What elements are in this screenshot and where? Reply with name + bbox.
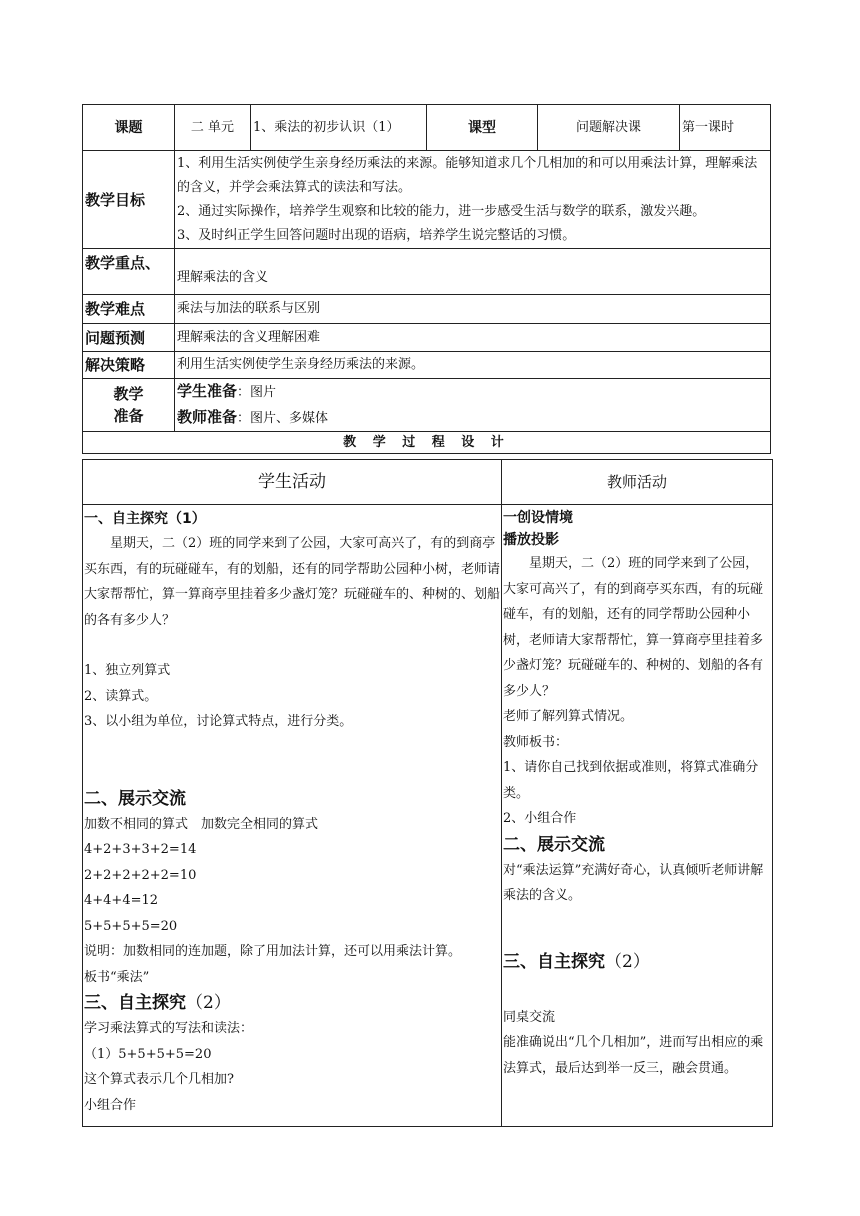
teacher-pair: 同桌交流 bbox=[503, 1009, 556, 1025]
teacher-section2-title: 二、展示交流 bbox=[503, 834, 605, 855]
teacher-section1-title: 一创设情境 bbox=[503, 510, 573, 526]
student-step: 1、独立列算式 bbox=[84, 663, 171, 678]
type-value: 问题解决课 bbox=[538, 105, 680, 151]
student-prep-label: 学生准备 bbox=[177, 382, 238, 400]
teacher-prep-value: ：图片、多媒体 bbox=[237, 411, 329, 426]
preparation-content bbox=[175, 379, 771, 432]
teacher-activity-title: 教师活动 bbox=[502, 460, 773, 505]
equation: 2+2+2+2+2=10 bbox=[84, 867, 197, 883]
objectives-content bbox=[175, 151, 771, 249]
student-section3-example: （1）5+5+5+5=20 bbox=[84, 1046, 212, 1062]
student-activity-title: 学生活动 bbox=[83, 460, 502, 505]
student-section1-title: 一、自主探究（1） bbox=[84, 511, 206, 527]
equation: 5+5+5+5=20 bbox=[84, 918, 178, 934]
student-section3-title-suffix: （2） bbox=[186, 993, 231, 1013]
process-title: 教 学 过 程 设 计 bbox=[83, 432, 771, 454]
student-section2-board: 板书“乘法” bbox=[84, 969, 150, 985]
prediction-value: 理解乘法的含义理解困难 bbox=[175, 324, 771, 352]
teacher-section1-sub: 播放投影 bbox=[503, 532, 559, 548]
student-section3-title bbox=[84, 990, 500, 1016]
objective-item: 1、利用生活实例使学生亲身经历乘法的来源。能够知道求几个几相加的和可以用乘法计算，理解乘法的含义，并学会乘法算式的读法和写法。 bbox=[177, 155, 758, 195]
student-step: 2、读算式。 bbox=[84, 688, 158, 704]
teacher-section3-title-suffix: （2） bbox=[605, 951, 650, 972]
key-point-value: 理解乘法的含义 bbox=[175, 249, 771, 295]
objective-item: 3、及时纠正学生回答问题时出现的语病，培养学生说完整话的习惯。 bbox=[177, 227, 576, 243]
teacher-preparation bbox=[177, 405, 768, 431]
student-activity-column bbox=[83, 505, 502, 1127]
type-label: 课型 bbox=[427, 105, 538, 151]
student-section2-title: 二、展示交流 bbox=[84, 788, 186, 809]
teacher-section3-title bbox=[503, 949, 771, 975]
prediction-label: 问题预测 bbox=[83, 324, 175, 352]
teacher-activity-column bbox=[502, 505, 773, 1127]
teacher-section2-text: 对“乘法运算”充满好奇心，认真倾听老师讲解乘法的含义。 bbox=[503, 862, 764, 903]
teacher-section3-title-text: 三、自主探究 bbox=[503, 951, 605, 972]
student-section1-story: 星期天，二（2）班的同学来到了公园，大家可高兴了，有的到商亭买东西，有的玩碰碰车，有的划船，还有的同学帮助公园种小树，老师请大家帮帮忙，算一算商亭里挂着多少盏灯笼？玩碰碰车的、种树的、划船的各有多少人？ bbox=[84, 536, 501, 628]
process-table bbox=[82, 459, 773, 1127]
difficulty-value: 乘法与加法的联系与区别 bbox=[175, 295, 771, 324]
difficulty-label: 教学难点 bbox=[83, 295, 175, 324]
student-section2-heading: 加数不相同的算式 加数完全相同的算式 bbox=[84, 816, 319, 832]
unit-value: 二 单元 bbox=[175, 105, 251, 151]
student-section3-title-text: 三、自主探究 bbox=[84, 993, 186, 1013]
student-section2-note: 说明：加数相同的连加题，除了用加法计算，还可以用乘法计算。 bbox=[84, 944, 462, 959]
preparation-label-line2: 准备 bbox=[113, 407, 144, 425]
teacher-board: 教师板书： bbox=[503, 734, 569, 750]
objective-item: 2、通过实际操作，培养学生观察和比较的能力，进一步感受生活与数学的联系，激发兴趣。 bbox=[177, 203, 706, 219]
lesson-info-table bbox=[82, 104, 771, 454]
period-value: 第一课时 bbox=[680, 105, 771, 151]
student-section3-group: 小组合作 bbox=[84, 1097, 137, 1113]
student-section3-intro: 学习乘法算式的写法和读法： bbox=[84, 1021, 254, 1036]
key-point-label: 教学重点、 bbox=[83, 249, 175, 295]
objectives-label: 教学目标 bbox=[83, 151, 175, 249]
student-preparation bbox=[177, 379, 768, 405]
student-prep-value: ：图片 bbox=[237, 385, 277, 400]
teacher-section3-text: 能准确说出“几个几相加”，进而写出相应的乘法算式，最后达到举一反三，融会贯通。 bbox=[503, 1035, 764, 1076]
teacher-step: 2、小组合作 bbox=[503, 811, 577, 826]
strategy-label: 解决策略 bbox=[83, 352, 175, 379]
lesson-title: 1、乘法的初步认识（1） bbox=[251, 105, 427, 151]
student-section3-question: 这个算式表示几个几相加? bbox=[84, 1072, 234, 1087]
equation: 4+4+4=12 bbox=[84, 893, 159, 908]
teacher-prep-label: 教师准备 bbox=[177, 408, 238, 426]
equation: 4+2+3+3+2=14 bbox=[84, 842, 197, 857]
preparation-label bbox=[83, 379, 175, 432]
strategy-value: 利用生活实例使学生亲身经历乘法的来源。 bbox=[175, 352, 771, 379]
teacher-step: 1、请你自己找到依据或准则，将算式准确分类。 bbox=[503, 760, 759, 801]
teacher-section1-story: 星期天，二（2）班的同学来到了公园，大家可高兴了，有的到商亭买东西，有的玩碰碰车，有的划船，还有的同学帮助公园种小树，老师请大家帮帮忙，算一算商亭里挂着多少盏灯笼？玩碰碰车的、种树的、划船的各有多少人？ bbox=[503, 556, 764, 699]
teacher-understand: 老师了解列算式情况。 bbox=[503, 709, 634, 724]
topic-label: 课题 bbox=[83, 105, 175, 151]
preparation-label-line1: 教学 bbox=[113, 385, 144, 403]
student-step: 3、以小组为单位，讨论算式特点，进行分类。 bbox=[84, 714, 353, 729]
